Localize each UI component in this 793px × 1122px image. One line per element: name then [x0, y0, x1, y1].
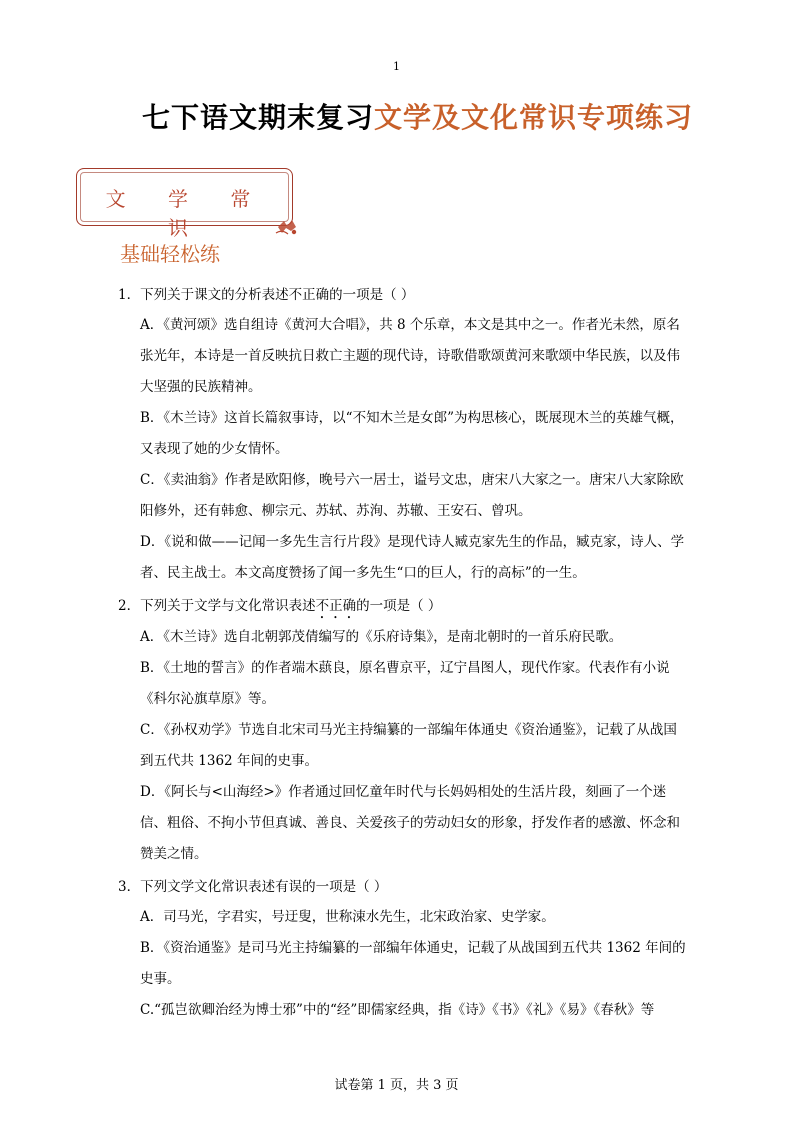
stem-text: 2．下列关于文学与文化常识表述: [118, 598, 316, 614]
question-stem: 3．下列文学文化常识表述有误的一项是（ ）: [118, 879, 388, 895]
section-heading: 基础轻松练: [120, 242, 220, 266]
title-part-2: 文学及文化常识专项练习: [374, 101, 694, 134]
questions-container: [118, 280, 688, 1026]
banner-text: 文 学 常 识: [105, 187, 269, 240]
question-option: A．司马光，字君实，号迂叟，世称涑水先生，北宋政治家、史学家。: [140, 909, 555, 925]
question-option: C．《卖油翁》作者是欧阳修，晚号六一居士，谥号文忠，唐宋八大家之一。唐宋八大家除欧阳修外，还有韩愈、柳宗元、苏轼、苏洵、苏辙、王安石、曾巩。: [140, 472, 684, 519]
title-part-1: 七下语文期末复习: [142, 101, 375, 134]
question-stem: 1．下列关于课文的分析表述不正确的一项是（ ）: [118, 287, 415, 303]
section-banner: [76, 168, 293, 240]
stem-text: 的一项是（ ）: [356, 598, 442, 614]
question-option: C．《孙权劝学》节选自北宋司马光主持编纂的一部编年体通史《资治通鉴》，记载了从战国到五代共 1362 年间的史事。: [140, 722, 677, 769]
question-option: D．《阿长与<山海经>》作者通过回忆童年时代与长妈妈相处的生活片段，刻画了一个迷信、粗俗、不拘小节但真诚、善良、关爱孩子的劳动妇女的形象，抒发作者的感激、怀念和赞美之情。: [140, 784, 680, 862]
page-title: [0, 96, 793, 136]
question-option: B．《资治通鉴》是司马光主持编纂的一部编年体通史，记载了从战国到五代共 1362 年间的史事。: [140, 940, 686, 987]
question-option: A．《黄河颂》选自组诗《黄河大合唱》，共 8 个乐章，本文是其中之一。作者光未然，原名张光年，本诗是一首反映抗日救亡主题的现代诗，诗歌借歌颂黄河来歌颂中华民族，以及伟大坚强的民族精神。: [140, 317, 680, 395]
corner-ornament-icon: [274, 217, 300, 237]
emphasized-text: 不正确: [315, 598, 357, 614]
question-option: D．《说和做——记闻一多先生言行片段》是现代诗人臧克家先生的作品，臧克家，诗人、学者、民主战士。本文高度赞扬了闻一多先生“口的巨人，行的高标”的一生。: [140, 534, 685, 581]
question-option: B．《土地的誓言》的作者端木蕻良，原名曹京平，辽宁昌图人，现代作家。代表作有小说《科尔沁旗草原》等。: [140, 660, 670, 707]
question-stem: [118, 591, 688, 622]
page-footer: 试卷第 1 页，共 3 页: [334, 1078, 459, 1093]
question-option: A．《木兰诗》选自北朝郭茂倩编写的《乐府诗集》，是南北朝时的一首乐府民歌。: [140, 629, 623, 645]
question-option: B．《木兰诗》这首长篇叙事诗，以“不知木兰是女郎”为构思核心，既展现木兰的英雄气概，又表现了她的少女情怀。: [140, 410, 684, 457]
page-number-top: 1: [393, 60, 400, 73]
question-option: C.“孤岂欲卿治经为博士邪”中的“经”即儒家经典，指《诗》《书》《礼》《易》《春秋》等: [140, 1002, 655, 1018]
